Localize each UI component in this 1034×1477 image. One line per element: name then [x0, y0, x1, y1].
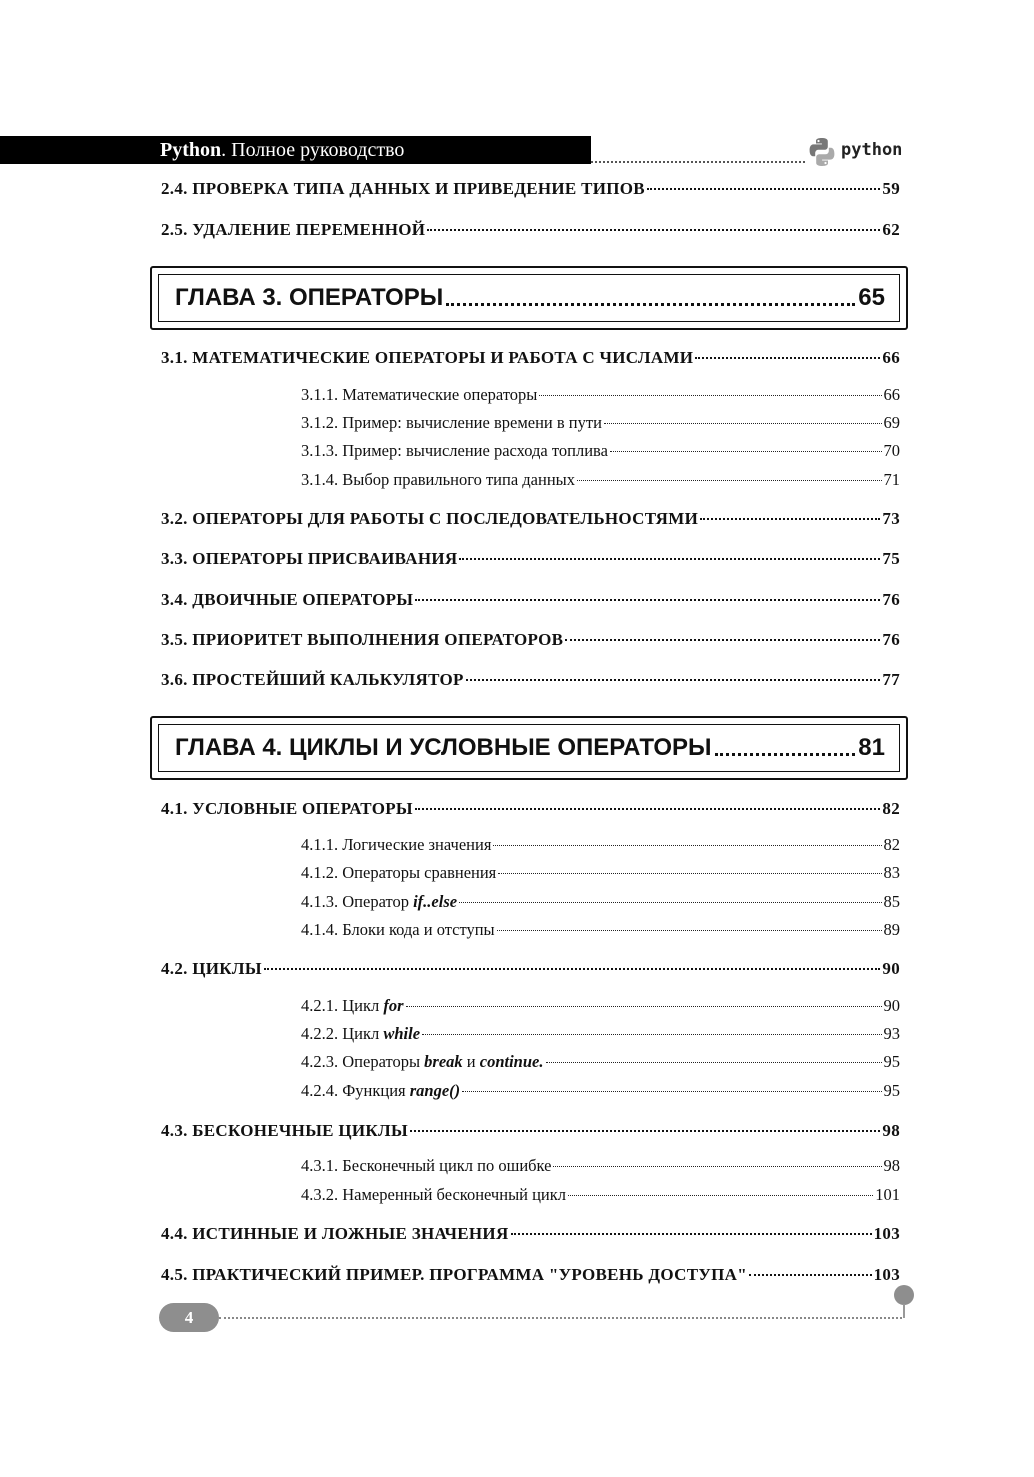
toc-entry-label: 3.2. ОПЕРАТОРЫ ДЛЯ РАБОТЫ С ПОСЛЕДОВАТЕЛЬНОСТЯМИ — [161, 509, 699, 528]
toc-subentry[interactable] — [301, 1081, 900, 1101]
dot-leader — [546, 1062, 882, 1063]
toc-subentry[interactable] — [301, 1185, 900, 1205]
toc-subentry[interactable] — [301, 1024, 900, 1044]
dot-leader — [749, 1274, 872, 1276]
dot-leader — [264, 968, 881, 970]
toc-entry-label: 2.5. УДАЛЕНИЕ ПЕРЕМЕННОЙ — [161, 220, 426, 239]
dot-leader — [415, 808, 880, 810]
toc-subentry-page: 89 — [883, 920, 900, 939]
dot-leader — [422, 1034, 881, 1035]
dot-leader — [498, 873, 881, 874]
toc-subentry-label: 4.3.1. Бесконечный цикл по ошибке — [301, 1156, 552, 1175]
chapter-page: 65 — [858, 284, 885, 311]
code-keyword: continue. — [479, 1052, 544, 1071]
chapter-3-box[interactable] — [150, 266, 908, 330]
dot-leader — [406, 1006, 882, 1007]
toc-subentry-label — [301, 1081, 460, 1101]
toc-entry[interactable] — [161, 179, 900, 199]
dot-leader — [565, 639, 880, 641]
toc-subentry-label: 3.1.1. Математические операторы — [301, 385, 538, 404]
toc-entry-page: 98 — [882, 1121, 900, 1140]
toc-entry-page: 62 — [882, 220, 900, 239]
toc-subentry[interactable] — [301, 863, 900, 883]
dot-leader — [647, 188, 880, 190]
toc-entry[interactable] — [161, 670, 900, 690]
toc-entry-label: 3.5. ПРИОРИТЕТ ВЫПОЛНЕНИЯ ОПЕРАТОРОВ — [161, 630, 564, 649]
chapter-heading — [158, 724, 900, 772]
toc-subentry-page: 82 — [883, 835, 900, 854]
toc-entry[interactable] — [161, 630, 900, 650]
toc-subentry-page: 83 — [883, 863, 900, 882]
toc-entry[interactable] — [161, 220, 900, 240]
toc-entry-page: 103 — [873, 1265, 900, 1284]
dot-leader — [511, 1233, 872, 1235]
dot-leader — [577, 480, 882, 481]
code-keyword: range() — [409, 1081, 461, 1100]
toc-subentry-page: 85 — [883, 892, 900, 911]
toc-entry[interactable] — [161, 1265, 900, 1285]
toc-entry-page: 77 — [882, 670, 900, 689]
toc-subentry[interactable] — [301, 470, 900, 490]
label-text: 4.2.4. Функция — [301, 1081, 410, 1100]
dot-leader — [462, 1091, 881, 1092]
toc-entry-label: 4.3. БЕСКОНЕЧНЫЕ ЦИКЛЫ — [161, 1121, 409, 1140]
toc-entry-label: 4.1. УСЛОВНЫЕ ОПЕРАТОРЫ — [161, 799, 413, 818]
toc-entry-label: 3.1. МАТЕМАТИЧЕСКИЕ ОПЕРАТОРЫ И РАБОТА С ЧИСЛАМИ — [161, 348, 694, 367]
toc-subentry[interactable] — [301, 1156, 900, 1176]
toc-subentry[interactable] — [301, 920, 900, 940]
toc-entry[interactable] — [161, 590, 900, 610]
running-header — [0, 136, 591, 164]
toc-entry-page: 73 — [882, 509, 900, 528]
dot-leader — [446, 303, 855, 306]
toc-entry[interactable] — [161, 1121, 900, 1141]
toc-subentry-page: 93 — [883, 1024, 900, 1043]
chapter-page: 81 — [858, 734, 885, 761]
python-logo-icon — [806, 136, 838, 168]
toc-entry-label: 3.6. ПРОСТЕЙШИЙ КАЛЬКУЛЯТОР — [161, 670, 464, 689]
toc-entry[interactable] — [161, 799, 900, 819]
dot-leader — [539, 395, 881, 396]
toc-subentry[interactable] — [301, 996, 900, 1016]
dot-leader — [459, 902, 881, 903]
toc-subentry-page: 98 — [883, 1156, 900, 1175]
toc-subentry-label: 4.3.2. Намеренный бесконечный цикл — [301, 1185, 567, 1204]
dot-leader — [415, 599, 880, 601]
chapter-title: ГЛАВА 3. ОПЕРАТОРЫ — [175, 284, 444, 311]
page-number: 4 — [159, 1303, 219, 1332]
toc-subentry-label: 3.1.3. Пример: вычисление расхода топлива — [301, 441, 608, 460]
dot-leader — [459, 558, 880, 560]
dot-leader — [568, 1195, 873, 1196]
toc-entry-page: 66 — [882, 348, 900, 367]
toc-entry[interactable] — [161, 959, 900, 979]
python-logo-text: python — [841, 140, 903, 160]
footer-stem — [903, 1304, 905, 1318]
label-text: 4.2.2. Цикл — [301, 1024, 384, 1043]
toc-entry-page: 76 — [882, 590, 900, 609]
toc-entry-label: 4.5. ПРАКТИЧЕСКИЙ ПРИМЕР. ПРОГРАММА "УРОВЕНЬ ДОСТУПА" — [161, 1265, 747, 1284]
code-keyword: break — [424, 1052, 463, 1071]
dot-leader — [610, 451, 882, 452]
toc-subentry-label — [301, 892, 457, 912]
toc-entry-page: 90 — [882, 959, 900, 978]
toc-entry-label: 4.4. ИСТИННЫЕ И ЛОЖНЫЕ ЗНАЧЕНИЯ — [161, 1224, 509, 1243]
toc-subentry-label — [301, 1024, 420, 1044]
toc-subentry-page: 95 — [883, 1081, 900, 1100]
toc-entry-page: 75 — [882, 549, 900, 568]
footer-dotted-rule — [219, 1317, 902, 1319]
toc-subentry-page: 71 — [883, 470, 900, 489]
dot-leader — [715, 753, 856, 756]
toc-entry-label: 3.3. ОПЕРАТОРЫ ПРИСВАИВАНИЯ — [161, 549, 458, 568]
toc-entry[interactable] — [161, 509, 900, 529]
label-text: и — [462, 1052, 480, 1071]
toc-entry-label: 3.4. ДВОИЧНЫЕ ОПЕРАТОРЫ — [161, 590, 414, 609]
toc-subentry-label — [301, 996, 404, 1016]
toc-subentry-page: 95 — [883, 1052, 900, 1071]
header-title-bold: Python — [160, 139, 222, 161]
toc-subentry[interactable] — [301, 385, 900, 405]
toc-entry[interactable] — [161, 1224, 900, 1244]
chapter-4-box[interactable] — [150, 716, 908, 780]
code-keyword: while — [383, 1024, 421, 1043]
toc-subentry-label: 4.1.4. Блоки кода и отступы — [301, 920, 495, 939]
toc-entry[interactable] — [161, 549, 900, 569]
toc-subentry[interactable] — [301, 413, 900, 433]
dot-leader — [700, 518, 880, 520]
toc-subentry[interactable] — [301, 1052, 900, 1072]
toc-entry-page: 76 — [882, 630, 900, 649]
code-keyword: if..else — [413, 892, 458, 911]
toc-subentry[interactable] — [301, 835, 900, 855]
dot-leader — [497, 930, 882, 931]
label-text: 4.2.1. Цикл — [301, 996, 384, 1015]
toc-subentry-label: 3.1.4. Выбор правильного типа данных — [301, 470, 575, 489]
dot-leader — [493, 845, 881, 846]
toc-subentry-label: 4.1.2. Операторы сравнения — [301, 863, 497, 882]
label-text: 4.1.3. Оператор — [301, 892, 414, 911]
toc-subentry-label — [301, 1052, 544, 1072]
toc-entry-page: 59 — [882, 179, 900, 198]
toc-subentry[interactable] — [301, 892, 900, 912]
toc-entry-page: 103 — [873, 1224, 900, 1243]
toc-subentry-page: 90 — [883, 996, 900, 1015]
chapter-title: ГЛАВА 4. ЦИКЛЫ И УСЛОВНЫЕ ОПЕРАТОРЫ — [175, 734, 712, 761]
dot-leader — [695, 357, 880, 359]
footer-circle-icon — [894, 1285, 914, 1305]
dot-leader — [466, 679, 881, 681]
dot-leader — [427, 229, 880, 231]
toc-subentry-label: 3.1.2. Пример: вычисление времени в пути — [301, 413, 602, 432]
toc-subentry-label: 4.1.1. Логические значения — [301, 835, 492, 854]
toc-subentry-page: 66 — [883, 385, 900, 404]
toc-subentry-page: 69 — [883, 413, 900, 432]
header-title-rest: . Полное руководство — [221, 139, 405, 161]
chapter-heading — [158, 274, 900, 322]
toc-entry[interactable] — [161, 348, 900, 368]
toc-entry-label: 2.4. ПРОВЕРКА ТИПА ДАННЫХ И ПРИВЕДЕНИЕ ТИПОВ — [161, 179, 645, 198]
header-dotted-rule — [591, 161, 805, 163]
code-keyword: for — [383, 996, 404, 1015]
dot-leader — [553, 1166, 881, 1167]
toc-entry-page: 82 — [882, 799, 900, 818]
label-text: 4.2.3. Операторы — [301, 1052, 425, 1071]
toc-subentry-page: 70 — [883, 441, 900, 460]
toc-subentry-page: 101 — [875, 1185, 900, 1204]
dot-leader — [410, 1130, 880, 1132]
toc-subentry[interactable] — [301, 441, 900, 461]
toc-entry-label: 4.2. ЦИКЛЫ — [161, 959, 262, 978]
dot-leader — [604, 423, 882, 424]
